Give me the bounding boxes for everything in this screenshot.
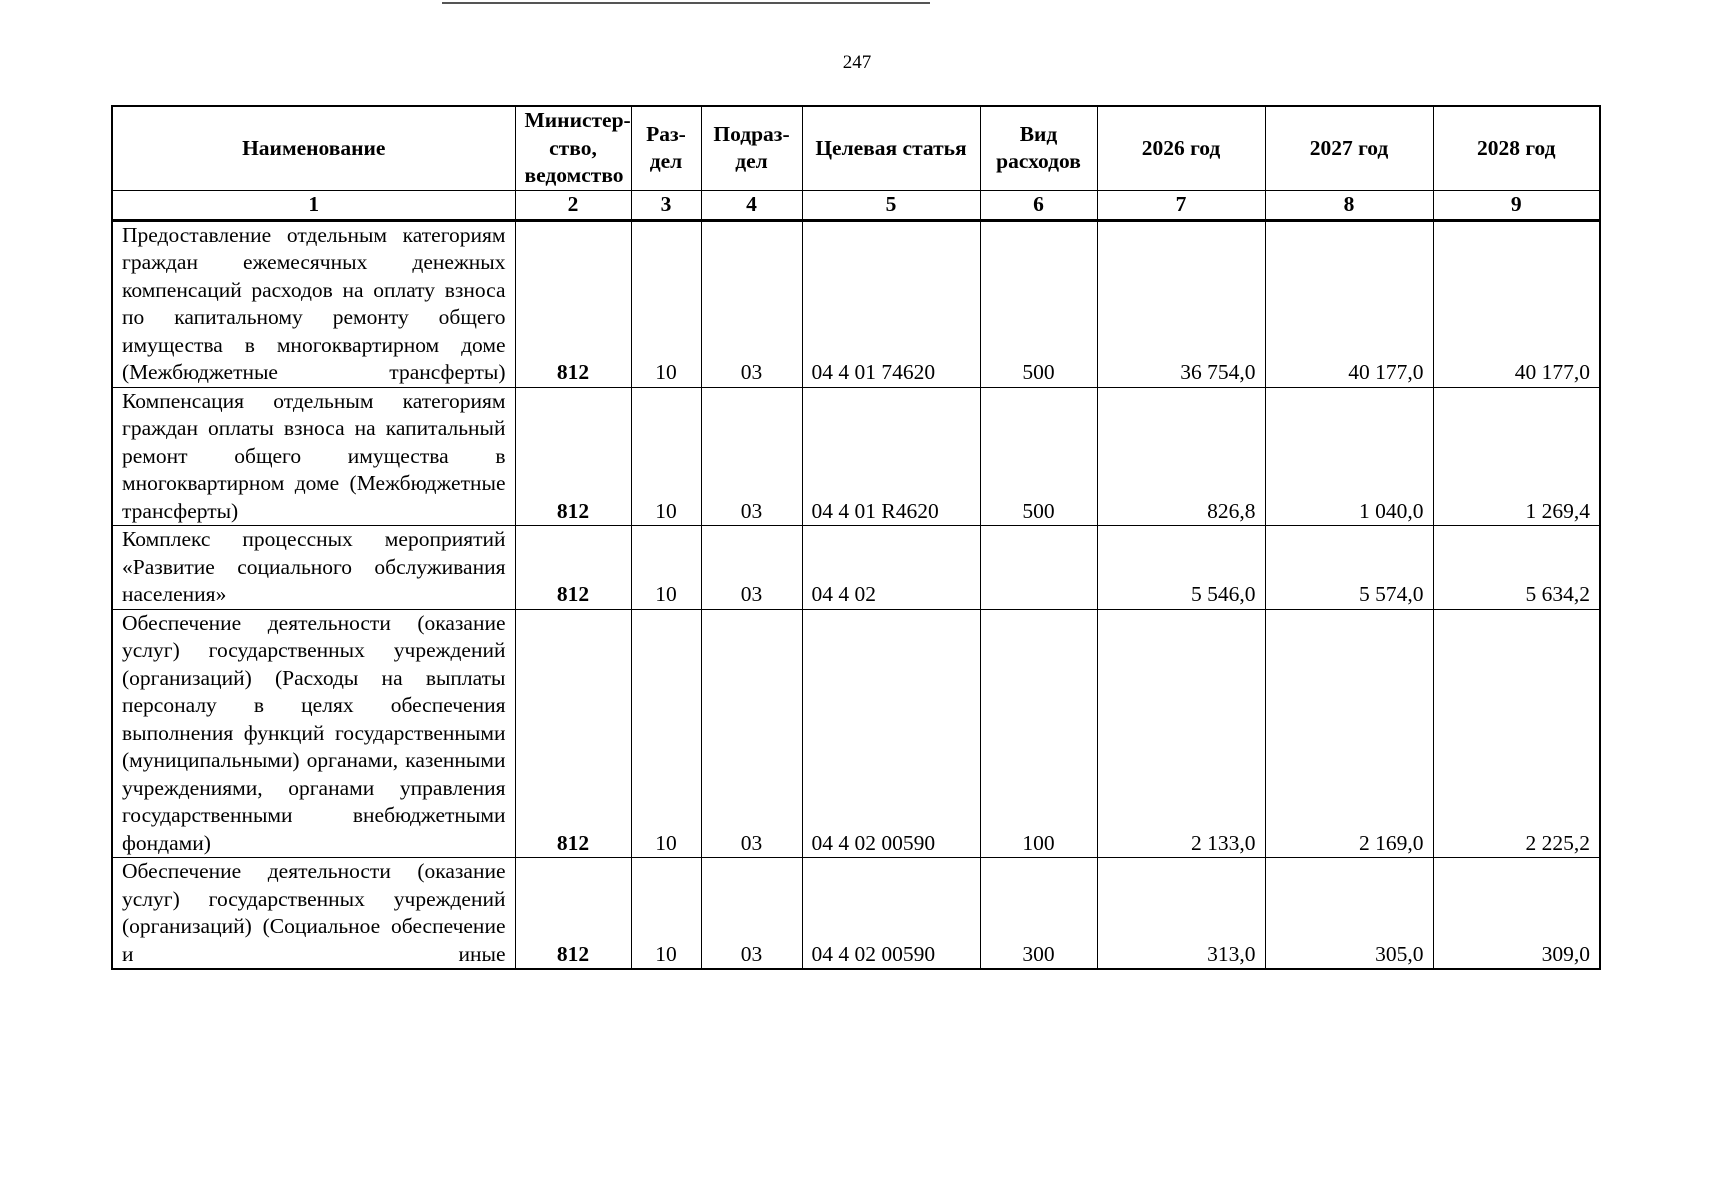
row-article: 04 4 01 74620	[802, 220, 980, 387]
row-section: 10	[631, 220, 701, 387]
header-2027: 2027 год	[1265, 106, 1433, 190]
header-row	[112, 106, 1600, 190]
header-2026: 2026 год	[1097, 106, 1265, 190]
row-2027: 5 574,0	[1265, 526, 1433, 610]
row-name: Компенсация отдельным категориям граждан оплаты взноса на капитальный ремонт общего имущества в многоквартирном доме (Межбюджетные трансферты)	[112, 387, 515, 526]
row-2026: 313,0	[1097, 858, 1265, 970]
header-number: 8	[1265, 190, 1433, 220]
row-ministry: 812	[515, 858, 631, 970]
row-2027: 2 169,0	[1265, 609, 1433, 858]
row-2026: 826,8	[1097, 387, 1265, 526]
row-section: 10	[631, 526, 701, 610]
header-expense-type: Вид расходов	[980, 106, 1097, 190]
table-row	[112, 220, 1600, 387]
header-article: Целевая статья	[802, 106, 980, 190]
row-expense-type	[980, 526, 1097, 610]
row-2028: 5 634,2	[1433, 526, 1600, 610]
table-row	[112, 387, 1600, 526]
row-section: 10	[631, 609, 701, 858]
row-subsection: 03	[701, 858, 802, 970]
header-number: 9	[1433, 190, 1600, 220]
row-2026: 5 546,0	[1097, 526, 1265, 610]
row-2026: 36 754,0	[1097, 220, 1265, 387]
table-row	[112, 609, 1600, 858]
row-2028: 309,0	[1433, 858, 1600, 970]
row-ministry: 812	[515, 526, 631, 610]
header-ministry: Министер-ство, ведомство	[515, 106, 631, 190]
header-number: 7	[1097, 190, 1265, 220]
header-number-row	[112, 190, 1600, 220]
header-section: Раз-дел	[631, 106, 701, 190]
row-article: 04 4 02	[802, 526, 980, 610]
row-subsection: 03	[701, 387, 802, 526]
row-2026: 2 133,0	[1097, 609, 1265, 858]
budget-table	[111, 105, 1601, 970]
header-name: Наименование	[112, 106, 515, 190]
row-2028: 2 225,2	[1433, 609, 1600, 858]
row-2028: 40 177,0	[1433, 220, 1600, 387]
row-expense-type: 500	[980, 220, 1097, 387]
row-subsection: 03	[701, 609, 802, 858]
row-2027: 40 177,0	[1265, 220, 1433, 387]
row-name: Комплекс процессных мероприятий «Развитие социального обслуживания населения»	[112, 526, 515, 610]
table-row	[112, 858, 1600, 970]
row-article: 04 4 02 00590	[802, 858, 980, 970]
header-number: 4	[701, 190, 802, 220]
row-expense-type: 300	[980, 858, 1097, 970]
page-number: 247	[842, 52, 872, 73]
header-2028: 2028 год	[1433, 106, 1600, 190]
row-ministry: 812	[515, 387, 631, 526]
header-number: 5	[802, 190, 980, 220]
header-number: 2	[515, 190, 631, 220]
row-2027: 1 040,0	[1265, 387, 1433, 526]
table-row	[112, 526, 1600, 610]
row-ministry: 812	[515, 220, 631, 387]
header-subsection: Подраз-дел	[701, 106, 802, 190]
row-subsection: 03	[701, 526, 802, 610]
row-subsection: 03	[701, 220, 802, 387]
row-expense-type: 500	[980, 387, 1097, 526]
row-expense-type: 100	[980, 609, 1097, 858]
header-number: 3	[631, 190, 701, 220]
row-2027: 305,0	[1265, 858, 1433, 970]
row-2028: 1 269,4	[1433, 387, 1600, 526]
row-section: 10	[631, 858, 701, 970]
row-name: Обеспечение деятельности (оказание услуг) государственных учреждений (организаций) (Расходы на выплаты персоналу в целях обеспечения выполнения функций государственными (муниципальными) органами, казенными учреждениями, органами управления государственными внебюджетными фондами)	[112, 609, 515, 858]
row-name: Предоставление отдельным категориям граждан ежемесячных денежных компенсаций расходов на оплату взноса по капитальному ремонту общего имущества в многоквартирном доме (Межбюджетные трансферты)	[112, 220, 515, 387]
row-name: Обеспечение деятельности (оказание услуг) государственных учреждений (организаций) (Социальное обеспечение и иные	[112, 858, 515, 970]
row-ministry: 812	[515, 609, 631, 858]
row-article: 04 4 01 R4620	[802, 387, 980, 526]
header-number: 1	[112, 190, 515, 220]
top-rule	[442, 2, 930, 4]
row-article: 04 4 02 00590	[802, 609, 980, 858]
header-number: 6	[980, 190, 1097, 220]
row-section: 10	[631, 387, 701, 526]
